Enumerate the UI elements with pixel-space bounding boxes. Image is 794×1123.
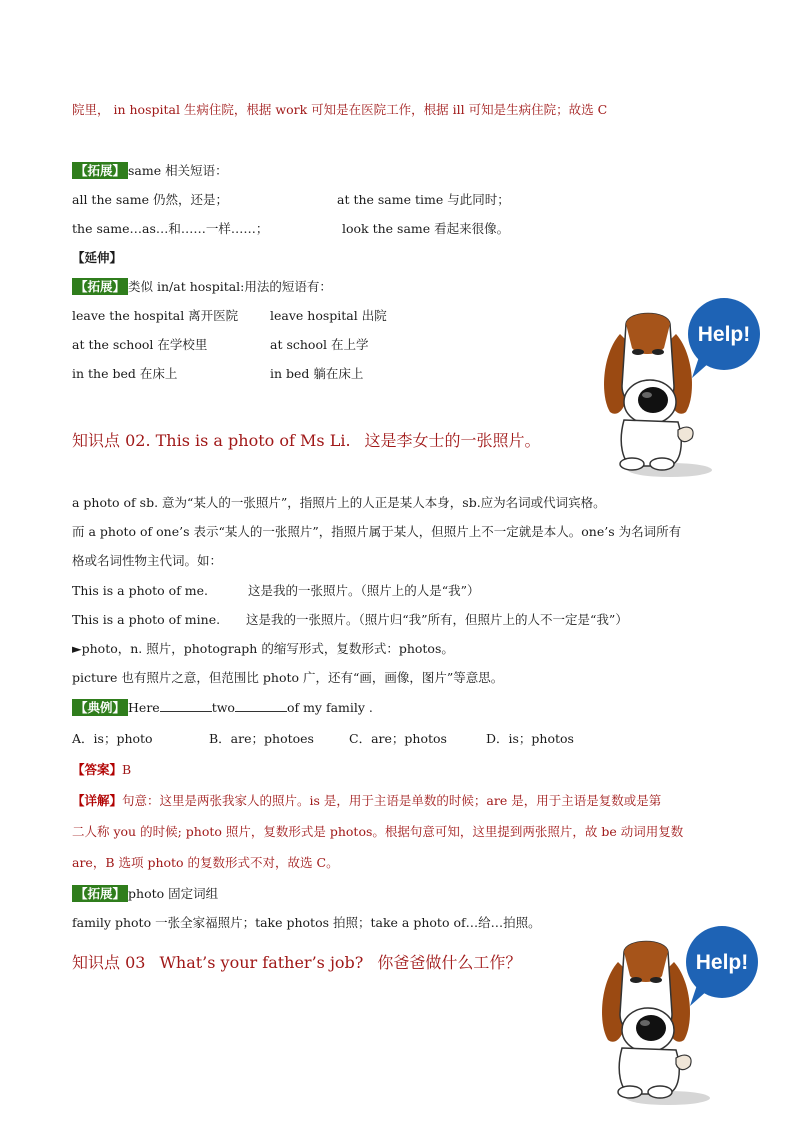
- dog-help-illustration: [598, 296, 764, 480]
- phrase-right: look the same 看起来很像。: [342, 221, 510, 236]
- example-question: [72, 699, 373, 717]
- answer-value: B: [122, 762, 132, 777]
- answer-line: [72, 761, 131, 779]
- dog-help-icon: [598, 296, 764, 480]
- phrase-right: at the same time 与此同时；: [337, 192, 510, 207]
- option-b: B．are；photoes: [209, 731, 314, 746]
- knowledge-point-02-heading: [72, 428, 555, 451]
- phrase-left: the same…as…和……一样……；: [72, 221, 269, 236]
- dog-help-illustration: [596, 924, 762, 1108]
- para-line: ►photo，n. 照片，photograph 的缩写形式，复数形式：photos。: [72, 641, 454, 656]
- para-line: 而 a photo of one’s 表示“某人的一张照片”，指照片属于某人，但照片上不一定就是本人。one’s 为名词所有: [72, 524, 682, 539]
- phrase-left: leave the hospital 离开医院: [72, 308, 239, 323]
- expand-title: photo 固定词组: [128, 886, 219, 901]
- expand-same-header: [72, 162, 228, 180]
- question-text: two: [211, 700, 235, 715]
- phrase-right: in bed 躺在床上: [270, 366, 364, 381]
- phrase-right: leave hospital 出院: [270, 308, 387, 323]
- help-text: Help!: [695, 951, 749, 974]
- phrase-left: in the bed 在床上: [72, 366, 178, 381]
- expand-photo-line: family photo 一张全家福照片；take photos 拍照；take a photo of…给…拍照。: [72, 915, 541, 930]
- para-line: picture 也有照片之意，但范围比 photo 广，还有“画，画像，图片”等意思。: [72, 670, 504, 685]
- question-text: of my family .: [286, 700, 373, 715]
- para-line: 格或名词性物主代词。如：: [72, 553, 223, 568]
- dog-help-icon: [596, 924, 762, 1108]
- question-text: Here: [128, 700, 160, 715]
- detail-line: are，B 选项 photo 的复数形式不对，故选 C。: [72, 855, 339, 870]
- phrase-row: [72, 191, 228, 209]
- expand-tag: 【拓展】: [72, 885, 128, 902]
- kp-translation: 这是李女士的一张照片。: [364, 431, 541, 450]
- detail-tag: 【详解】: [72, 793, 123, 808]
- para-line: a photo of sb. 意为“某人的一张照片”，指照片上的人正是某人本身，sb.应为名词或代词宾格。: [72, 495, 606, 510]
- kp-translation: 你爸爸做什么工作？: [377, 953, 522, 972]
- expand-title: 类似 in/at hospital:用法的短语有：: [128, 279, 332, 294]
- expand-title: same 相关短语：: [128, 163, 228, 178]
- expand-tag: 【拓展】: [72, 162, 128, 179]
- help-text: Help!: [697, 323, 751, 346]
- expand-photo-header: [72, 885, 218, 903]
- option-c: C．are；photos: [349, 731, 447, 746]
- detail-text: 句意：这里是两张我家人的照片。is 是，用于主语是单数的时候；are 是，用于主语是复数或是第: [122, 793, 662, 808]
- expand-tag: 【拓展】: [72, 278, 128, 295]
- example-cn: 这是我的一张照片。（照片归“我”所有，但照片上的人不一定是“我”）: [246, 612, 628, 627]
- knowledge-point-03-heading: [72, 950, 535, 973]
- phrase-right: at school 在上学: [270, 337, 369, 352]
- option-a: A．is；photo: [72, 731, 153, 746]
- example-tag: 【典例】: [72, 699, 128, 716]
- phrase-row: [72, 220, 268, 238]
- intro-line: 院里， in hospital 生病住院，根据 work 可知是在医院工作，根据 ill 可知是生病住院；故选 C: [72, 102, 608, 117]
- answer-blank: [235, 699, 287, 712]
- example-en: This is a photo of mine.: [72, 612, 221, 627]
- answer-tag: 【答案】: [72, 762, 123, 777]
- extend-label: 【延伸】: [72, 250, 123, 265]
- kp-label: 知识点 03: [72, 953, 146, 972]
- option-d: D．is；photos: [486, 731, 574, 746]
- phrase-left: all the same 仍然，还是；: [72, 192, 228, 207]
- detail-line: 二人称 you 的时候; photo 照片，复数形式是 photos。根据句意可知，这里提到两张照片，故 be 动词用复数: [72, 824, 684, 839]
- detail-line: [72, 792, 661, 810]
- answer-blank: [160, 699, 212, 712]
- kp-question: What’s your father’s job?: [159, 953, 364, 972]
- expand-hospital-header: [72, 278, 332, 296]
- kp-label: 知识点 02. This is a photo of Ms Li.: [72, 431, 351, 450]
- example-cn: 这是我的一张照片。（照片上的人是“我”）: [248, 583, 480, 598]
- phrase-left: at the school 在学校里: [72, 337, 208, 352]
- example-en: This is a photo of me.: [72, 583, 209, 598]
